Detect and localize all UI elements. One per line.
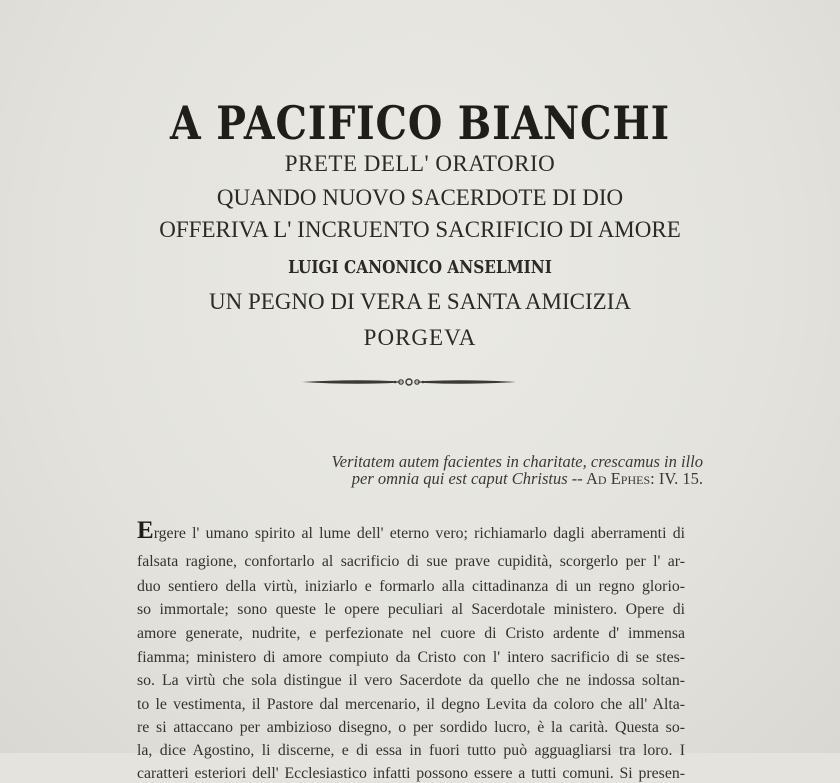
- author-name: LUIGI CANONICO ANSELMINI: [288, 257, 552, 278]
- epigraph-reference: -- Ad Ephes: IV. 15.: [571, 469, 703, 488]
- body-line-9: re si attaccano per ambizioso disegno, o per sordido lucro, è la carità. Questa so-: [137, 719, 685, 736]
- heading-line-5: UN PEGNO DI VERA E SANTA AMICIZIA: [209, 289, 631, 314]
- body-line-1: [137, 517, 685, 544]
- body-line-5: amore generate, nudrite, e perfezionate nel cuore di Cristo ardente d' immensa: [137, 625, 685, 642]
- epigraph-line-2: [300, 469, 703, 489]
- body-line-3: duo sentiero della virtù, iniziarlo e formarlo alla cittadinanza di un regno glorio-: [137, 578, 685, 595]
- body-text: rgere l' umano spirito al lume dell' eterno vero; richiamarlo dagli aberramenti di: [153, 525, 685, 542]
- body-line-7: so. La virtù che sola distingue il vero Sacerdote da quello che ne indossa soltan-: [137, 672, 685, 689]
- body-line-8: to le vestimenta, il Pastore dal mercenario, il degno Levita da coloro che all' Alta-: [137, 696, 685, 713]
- epigraph-line-1: Veritatem autem facientes in charitate, crescamus in illo: [331, 452, 703, 471]
- epigraph-text: per omnia qui est caput Christus: [351, 469, 568, 488]
- heading-line-2: QUANDO NUOVO SACERDOTE DI DIO: [216, 185, 624, 210]
- dedication-title: A PACIFICO BIANCHI: [170, 96, 670, 150]
- drop-cap: E: [137, 517, 154, 544]
- body-line-6: fiamma; ministero di amore compiuto da Cristo con l' intero sacrificio di se stes-: [137, 649, 685, 666]
- body-line-4: so immortale; sono queste le opere peculiari al Sacerdotale ministero. Opere di: [137, 601, 685, 618]
- decorative-rule-ornament: [300, 374, 518, 390]
- heading-line-6: PORGEVA: [363, 325, 477, 350]
- heading-line-1: PRETE DELL' ORATORIO: [284, 151, 556, 176]
- body-line-10: la, dice Agostino, li discerne, e di essa in fuori tutto può agguagliarsi tra loro. I: [137, 742, 685, 759]
- heading-line-3: OFFERIVA L' INCRUENTO SACRIFICIO DI AMORE: [159, 217, 681, 242]
- body-line-2: falsata ragione, confortarlo al sacrificio di sue prave cupidità, scorgerlo per l' ar-: [137, 553, 685, 570]
- body-line-11: caratteri esteriori dell' Ecclesiastico infatti possono essere a tutti comuni. Si presen-: [137, 765, 685, 782]
